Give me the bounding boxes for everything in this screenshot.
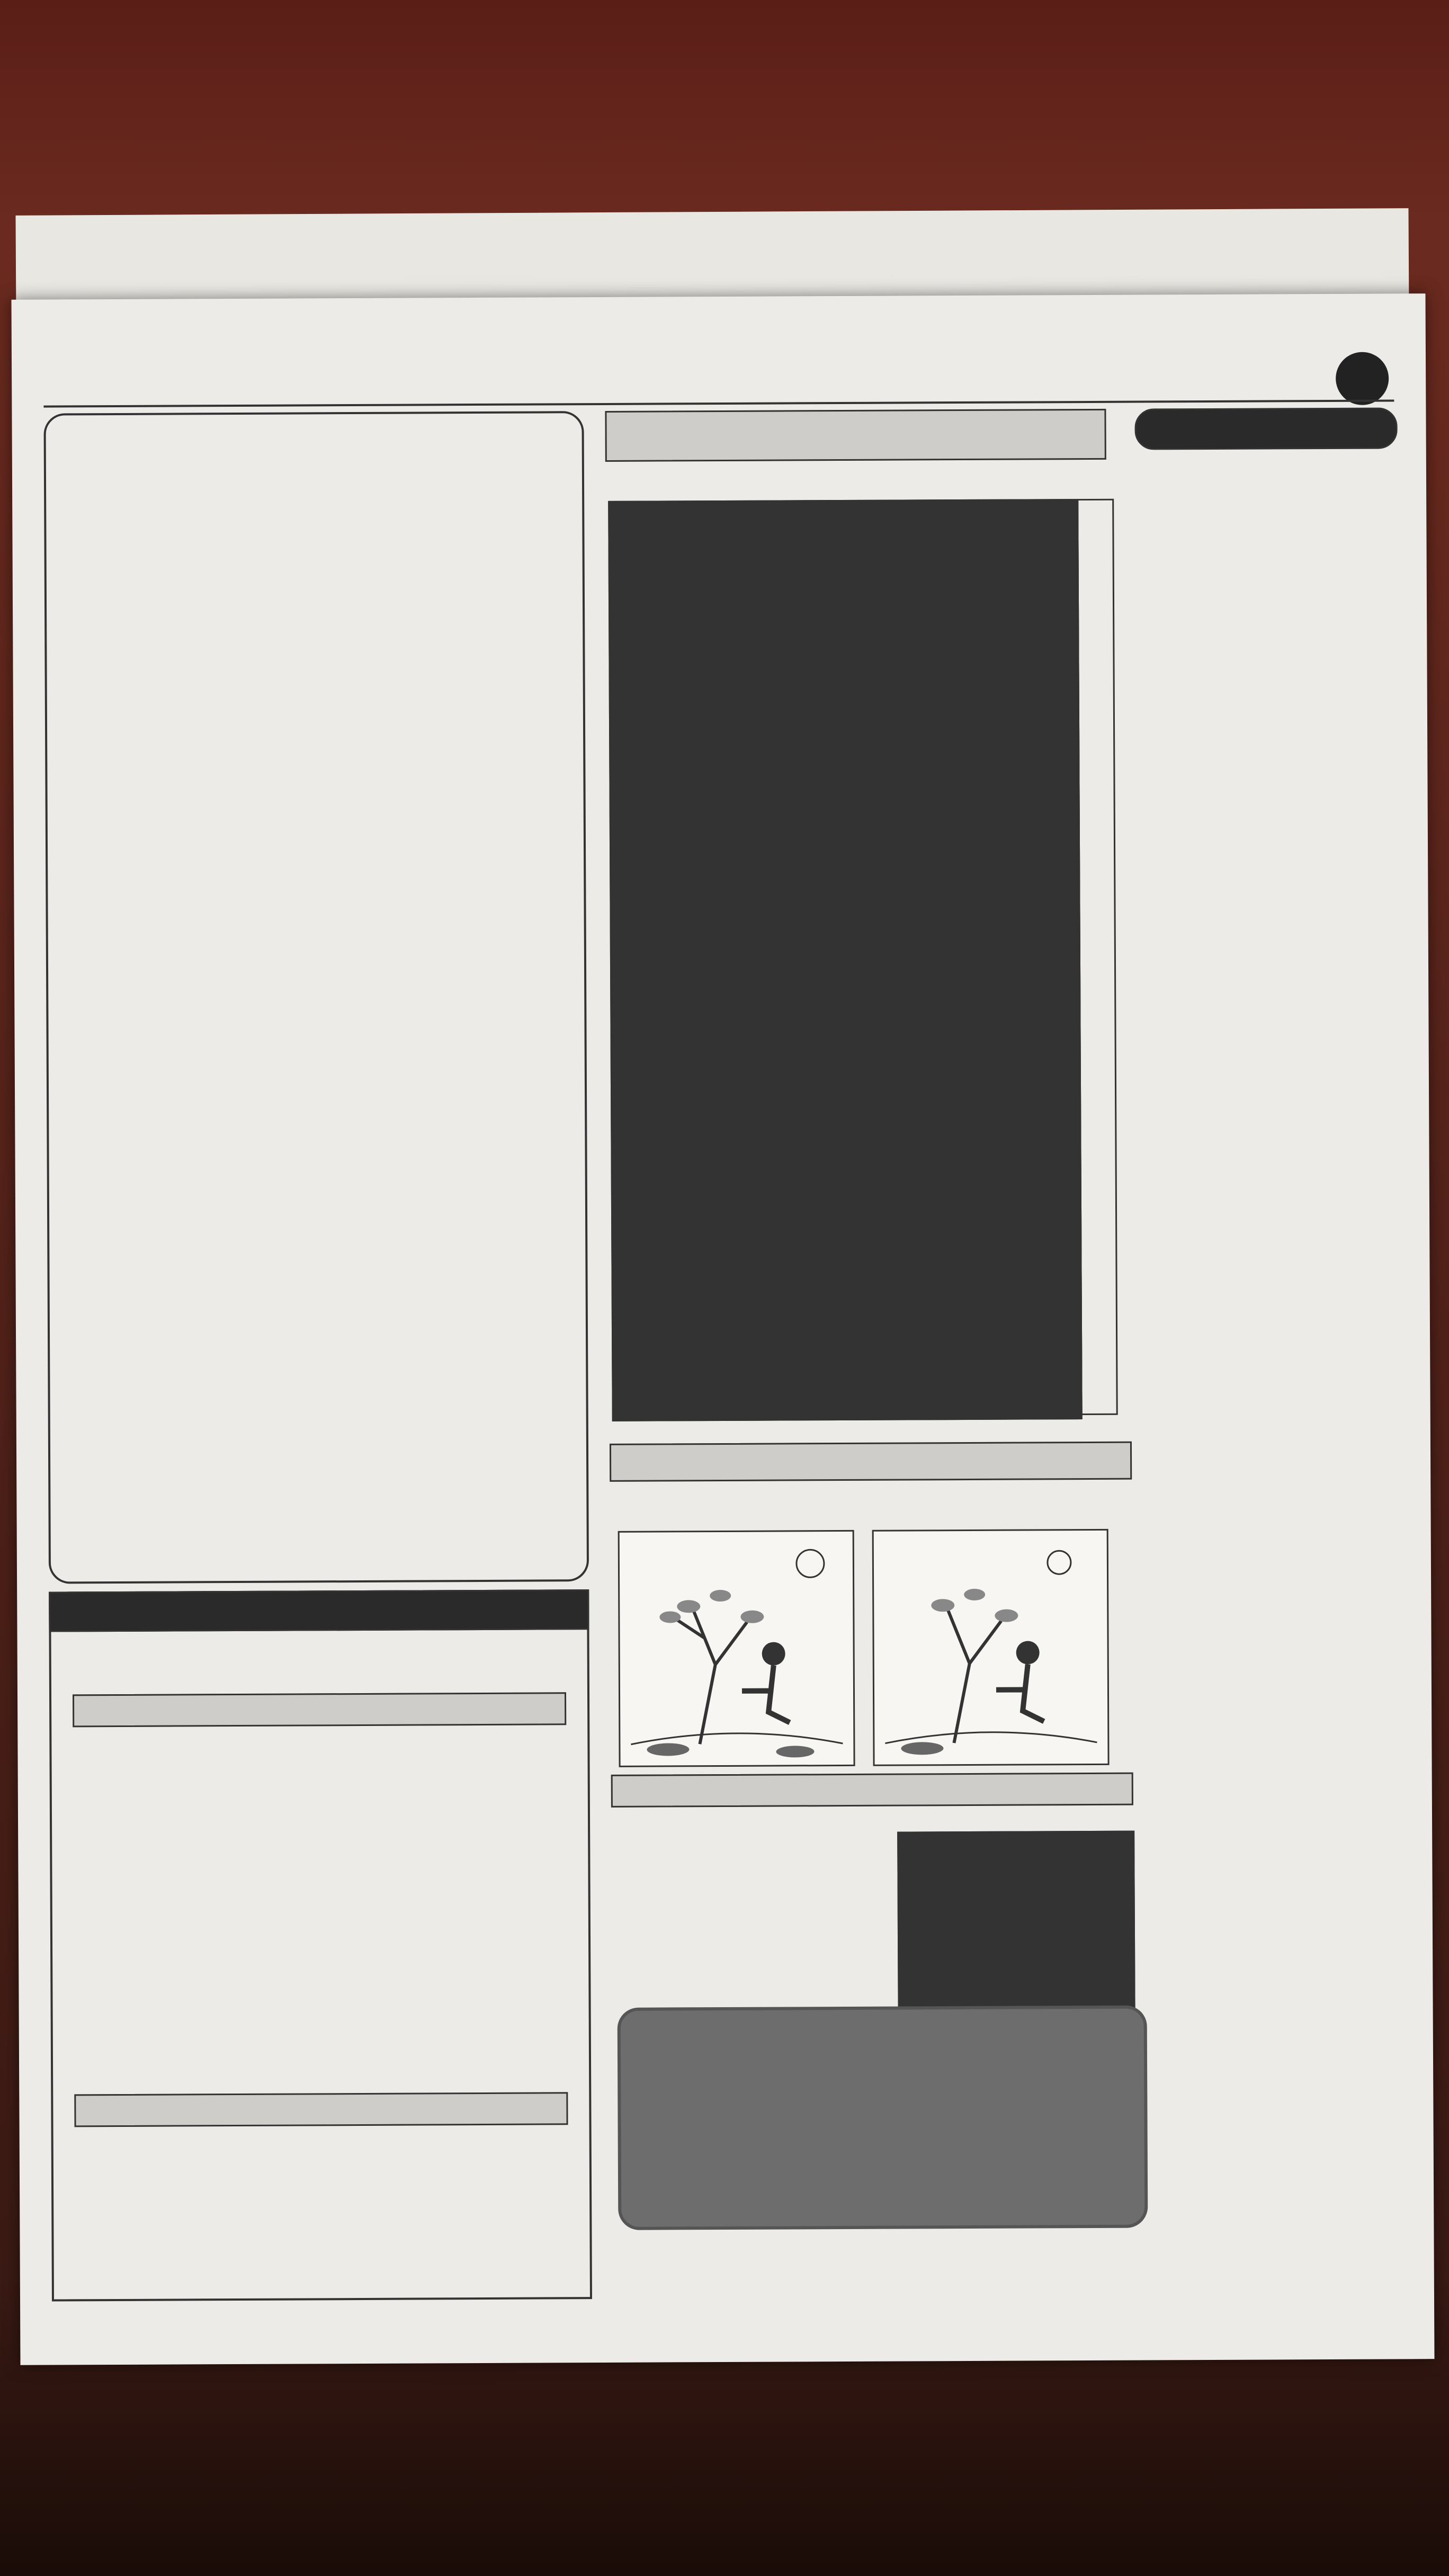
horizontal-label [614,1808,879,1809]
header-rule [43,399,1394,407]
mots-codes-solution-grid [51,1728,587,1730]
mots-codes-intro-2 [605,476,1103,478]
erreurs-intro-2 [610,1502,1129,1505]
tree-and-man-illustration [620,1532,854,1766]
solutions-box [49,1589,592,2301]
crossword-column-numbers [897,1810,1130,1830]
mots-codes-solution-title [73,1692,566,1727]
horizontal-clues [614,1808,879,1809]
horoya-subscription-ad [618,2006,1148,2230]
mots-codes-grid [608,499,1083,1421]
horoscope-title [1134,407,1397,450]
newspaper-page [12,293,1435,2365]
page-number [1336,352,1389,405]
solutions-title [49,1589,589,1632]
erreurs-intro-1 [610,1484,1129,1486]
vertical-clues [614,1819,879,1820]
erreurs-title [610,1442,1132,1482]
ad-line-2 [621,2025,1144,2027]
mots-croises-solution-title [74,2092,568,2127]
ad-line-4 [621,2025,1144,2027]
ad-line-1 [621,2025,1144,2027]
solutions-erreurs [51,1634,587,1636]
mots-croises-title [611,1773,1133,1808]
adresses-list [57,461,571,463]
erreurs-drawing-2 [872,1529,1110,1766]
solution-vertical-list [329,2142,583,2143]
adresses-utiles-box [43,411,589,1584]
erreurs-drawing-1 [618,1530,855,1767]
mots-codes-letter-index [1077,499,1118,1415]
page-title [520,338,944,398]
horoscope-date [1135,450,1394,451]
adresses-title [46,423,582,425]
tree-and-man-illustration-variant [874,1531,1108,1765]
mots-croises-clues-left [614,1808,879,1820]
mots-codes-title [605,409,1106,462]
vertical-label [614,1819,879,1820]
ad-line-3 [621,2025,1144,2027]
solution-horizontal-list [64,2143,318,2144]
